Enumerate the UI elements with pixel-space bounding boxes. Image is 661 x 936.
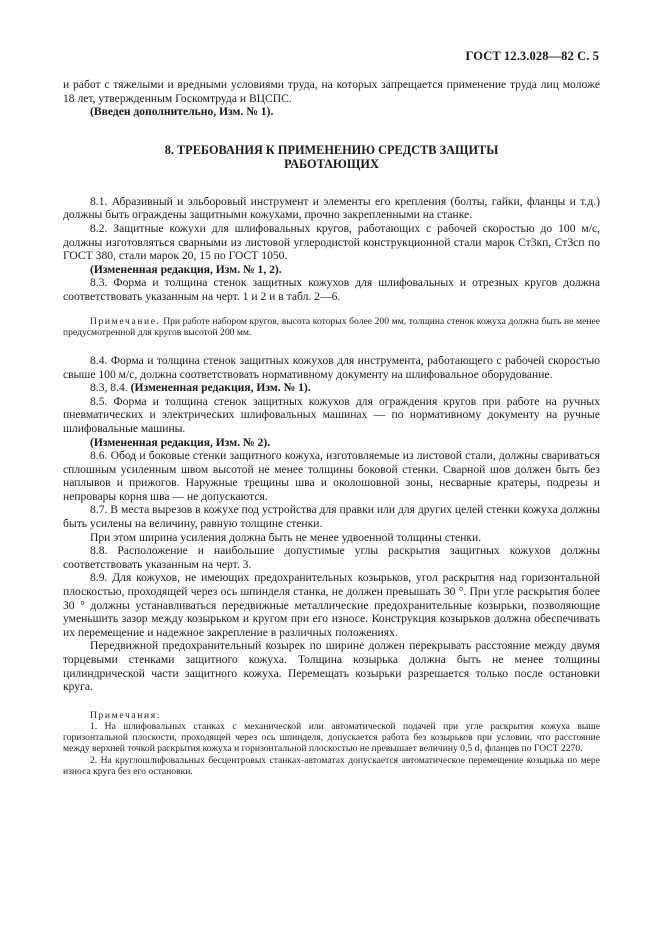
paragraph-8-9b: Передвижной предохранительный козырек по ширине должен перекрывать расстояние между двумя торцевыми стенками защитного кожуха. Толщина козырька должна быть не менее толщины цилиндрической части защитного кожуха. Перемещать козырьки разрешается только после остановки круга. bbox=[63, 639, 600, 694]
note-1-text: При работе набором кругов, высота которых более 200 мм, толщина стенок кожуха должна быть не менее предусмотренной для кругов высотой 200 мм. bbox=[63, 315, 600, 338]
section-title-line1: 8. ТРЕБОВАНИЯ К ПРИМЕНЕНИЮ СРЕДСТВ ЗАЩИТЫ bbox=[164, 142, 499, 157]
note-item-1: 1. На шлифовальных станках с механической или автоматической подачей при угле раскрытия кожуха выше горизонтальной плоскости, проходящей через ось шпинделя, допускается работа без козырьков при условии, что расстояние между верхней точкой раскрытия кожуха и горизонтальной плоскостью не превышает величину 0,5 d₁ фланцев по ГОСТ 2270. bbox=[63, 720, 600, 755]
paragraph-8-4: 8.4. Форма и толщина стенок защитных кожухов для инструмента, работающего с рабочей скоростью свыше 100 м/с, должна соответствовать нормативному документу на шлифовальное оборудование. bbox=[63, 353, 600, 381]
paragraph-8-8: 8.8. Расположение и наибольшие допустимые углы раскрытия защитных кожухов должны соответствовать указанным на черт. 3. bbox=[63, 544, 600, 571]
amendment-prefix: 8.3, 8.4. bbox=[90, 381, 128, 395]
note-1 bbox=[63, 316, 600, 338]
paragraph-8-7: 8.7. В места вырезов в кожухе под устройства для правки или для других целей стенки кожуха должны быть усилены на величину, равную толщине стенки. bbox=[63, 503, 600, 531]
paragraph-8-2-amendment: (Измененная редакция, Изм. № 1, 2). bbox=[90, 262, 282, 276]
note-item-2: 2. На круглошлифовальных бесцентровых станках-автоматах допускается автоматическое перемещение козырька по мере износа круга без его остановки. bbox=[63, 754, 600, 777]
paragraph-8-6: 8.6. Обод и боковые стенки защитного кожуха, изготовляемые из листовой стали, должны свариваться сплошным усиленным швом высотой не менее толщины боковой стенки. Сварной шов должен быть без наплывов и прижогов. Наружные трещины шва и околошовной зоны, несварные кратеры, подрезы и непровары корня шва — не допускаются. bbox=[63, 449, 600, 503]
paragraph-8-2: 8.2. Защитные кожухи для шлифовальных кругов, работающих с рабочей скоростью до 100 м/с, должны изготовляться сварными из листовой углеродистой конструкционной стали марок Ст3кп, Ст3сп по ГОСТ 380, стали марок 20, 15 по ГОСТ 1050. bbox=[63, 221, 600, 263]
paragraph-8-1: 8.1. Абразивный и эльборовый инструмент и элементы его крепления (болты, гайки, фланцы и т.д.) должны быть ограждены защитными кожухами, прочно закрепленными на станке. bbox=[63, 194, 600, 222]
page-header: ГОСТ 12.3.028—82 С. 5 bbox=[465, 49, 599, 63]
paragraph-8-5: 8.5. Форма и толщина стенок защитных кожухов для ограждения кругов при работе на ручных пневматических и электрических шлифовальных машинах — по нормативному документу на ручные шлифовальные машины. bbox=[63, 394, 600, 435]
paragraph-8-9: 8.9. Для кожухов, не имеющих предохранительных козырьков, угол раскрытия над горизонтальной плоскостью, проходящей через ось шпинделя станка, не должен превышать 30 °. При угле раскрытия более 30 ° должны устанавливаться передвижные металлические предохранительные козырьки, позволяющие уменьшить зазор между козырьком и кругом при его износе. Конструкция козырьков должна обеспечивать их перемещение и надежное закрепление в различных положениях. bbox=[63, 571, 600, 639]
paragraph-8-3-8-4-amendment bbox=[63, 381, 600, 395]
intro-amendment: (Введен дополнительно, Изм. № 1). bbox=[90, 105, 274, 119]
intro-text: и работ с тяжелыми и вредными условиями труда, на которых запрещается применение труда лиц моложе 18 лет, утвержденным Госкомтруда и ВЦСПС. bbox=[63, 78, 600, 105]
paragraph-8-3: 8.3. Форма и толщина стенок защитных кожухов для шлифовальных и отрезных кругов должна соответствовать указанным на черт. 1 и 2 и в табл. 2—6. bbox=[63, 276, 600, 303]
notes-label: Примечания: bbox=[90, 709, 161, 721]
amendment-text: (Измененная редакция, Изм. № 1). bbox=[130, 381, 311, 395]
section-title-line2: РАБОТАЮЩИХ bbox=[284, 156, 379, 171]
paragraph-8-5-amendment: (Измененная редакция, Изм. № 2). bbox=[90, 435, 271, 449]
page-content bbox=[63, 78, 600, 777]
paragraph-8-7b: При этом ширина усиления должна быть не менее удвоенной толщины стенки. bbox=[90, 530, 482, 544]
note-1-label: Примечание. bbox=[90, 315, 161, 327]
